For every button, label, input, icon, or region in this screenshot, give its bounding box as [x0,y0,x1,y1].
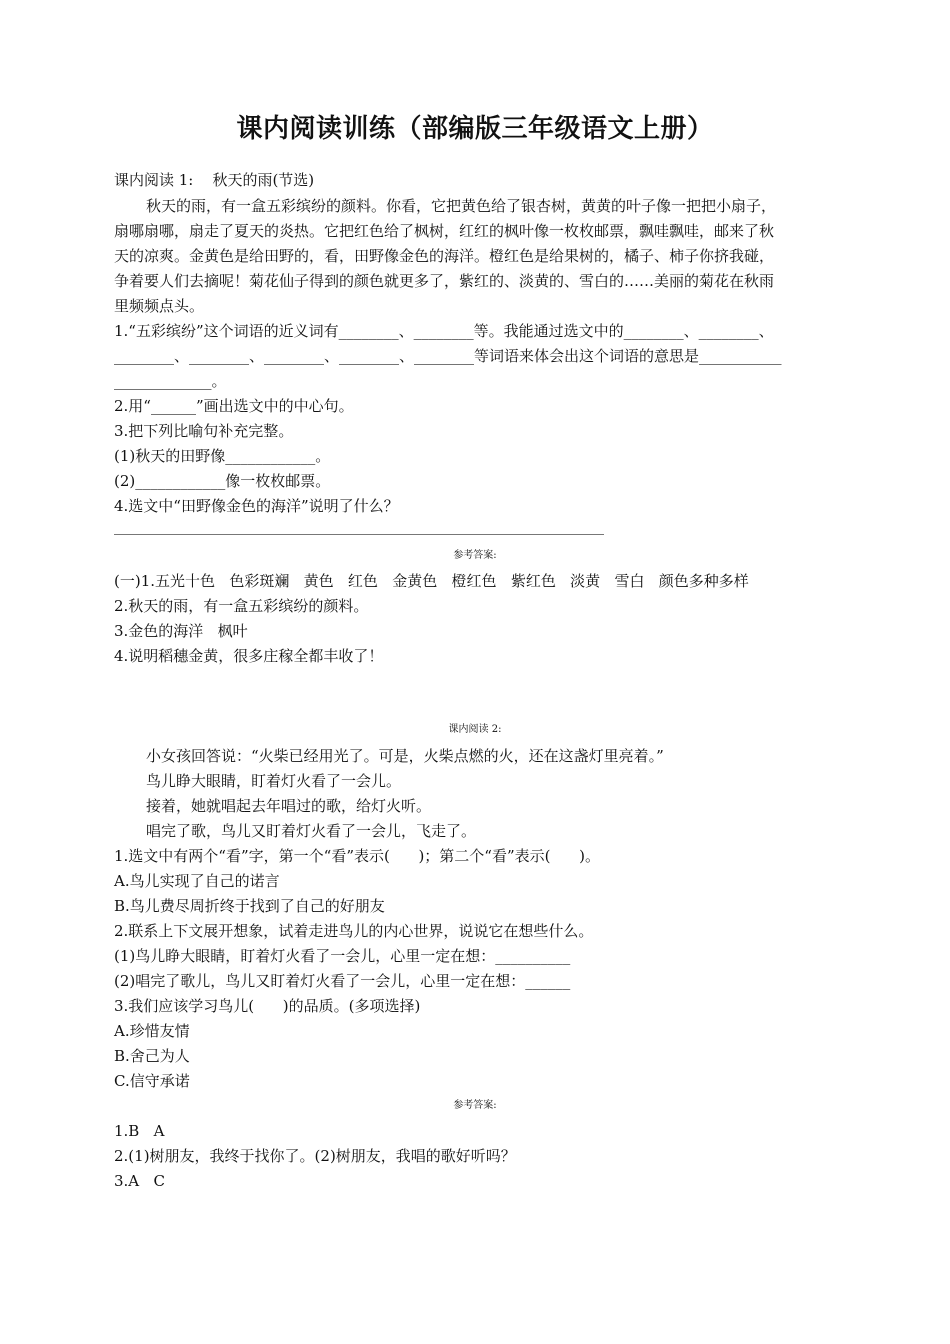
section1-question: ________、________、________、________、________等词语来体会出这个词语的意思是___________ [114,347,782,365]
section1-question: _____________。 [114,372,227,390]
section1-question: (1)秋天的田野像____________。 [114,447,331,465]
answer-line [114,534,604,535]
section1-passage-line: 天的凉爽。金黄色是给田野的，看，田野像金色的海洋。橙红色是给果树的，橘子、柿子你挤我碰， [114,247,775,265]
section2-option: A.珍惜友情 [114,1022,190,1040]
section1-question: 2.用“______”画出选文中的中心句。 [114,397,354,415]
section2-option: B.鸟儿费尽周折终于找到了自己的好朋友 [114,897,385,915]
section2-heading: 课内阅读 2: [448,724,502,735]
section1-passage-line: 争着要人们去摘呢！菊花仙子得到的颜色就更多了，紫红的、淡黄的、雪白的……美丽的菊花在秋雨 [114,272,775,290]
section2-passage-line: 小女孩回答说：“火柴已经用光了。可是，火柴点燃的火，还在这盏灯里亮着。” [146,747,664,765]
section1-answer: 3.金色的海洋 枫叶 [114,622,248,640]
section1-answer: 2.秋天的雨，有一盒五彩缤纷的颜料。 [114,597,369,615]
section1-answer-title: 参考答案: [453,550,497,561]
section2-option: A.鸟儿实现了自己的诺言 [114,872,280,890]
section1-question: (2)____________像一枚枚邮票。 [114,472,331,490]
section1-heading: 课内阅读 1: 秋天的雨(节选) [114,171,315,189]
section2-question: 3.我们应该学习鸟儿( )的品质。(多项选择) [114,997,421,1015]
section1-question: 3.把下列比喻句补充完整。 [114,422,294,440]
section1-answer: (一)1.五光十色 色彩斑斓 黄色 红色 金黄色 橙红色 紫红色 淡黄 雪白 颜色多种多样 [114,572,749,590]
section2-passage-line: 唱完了歌，鸟儿又盯着灯火看了一会儿，飞走了。 [146,822,477,840]
section2-answer: 3.A C [114,1172,165,1190]
section1-question: 1.“五彩缤纷”这个词语的近义词有________、________等。我能通过选文中的________、________、 [114,322,774,340]
section2-answer-title: 参考答案: [453,1100,497,1111]
section2-answer: 2.(1)树朋友，我终于找你了。(2)树朋友，我唱的歌好听吗？ [114,1147,516,1165]
section2-option: B.舍己为人 [114,1047,190,1065]
section2-passage-line: 鸟儿睁大眼睛，盯着灯火看了一会儿。 [146,772,402,790]
page-title: 课内阅读训练（部编版三年级语文上册） [236,114,714,144]
section2-answer: 1.B A [114,1122,165,1140]
section2-question: 2.联系上下文展开想象，试着走进鸟儿的内心世界，说说它在想些什么。 [114,922,594,940]
section2-question: (1)鸟儿睁大眼睛，盯着灯火看了一会儿，心里一定在想：__________ [114,947,571,965]
section1-answer: 4.说明稻穗金黄，很多庄稼全都丰收了！ [114,647,384,665]
section1-passage-line: 扇哪扇哪，扇走了夏天的炎热。它把红色给了枫树，红红的枫叶像一枚枚邮票，飘哇飘哇，邮来了秋 [114,222,775,240]
section2-option: C.信守承诺 [114,1072,190,1090]
section2-question: 1.选文中有两个“看”字，第一个“看”表示( )；第二个“看”表示( )。 [114,847,600,865]
section1-passage-line: 里频频点头。 [114,297,205,315]
section2-passage-line: 接着，她就唱起去年唱过的歌，给灯火听。 [146,797,432,815]
section1-passage-line: 秋天的雨，有一盒五彩缤纷的颜料。你看，它把黄色给了银杏树，黄黄的叶子像一把把小扇子， [146,197,777,215]
section1-question: 4.选文中“田野像金色的海洋”说明了什么？ [114,497,399,515]
section2-question: (2)唱完了歌儿，鸟儿又盯着灯火看了一会儿，心里一定在想：______ [114,972,571,990]
